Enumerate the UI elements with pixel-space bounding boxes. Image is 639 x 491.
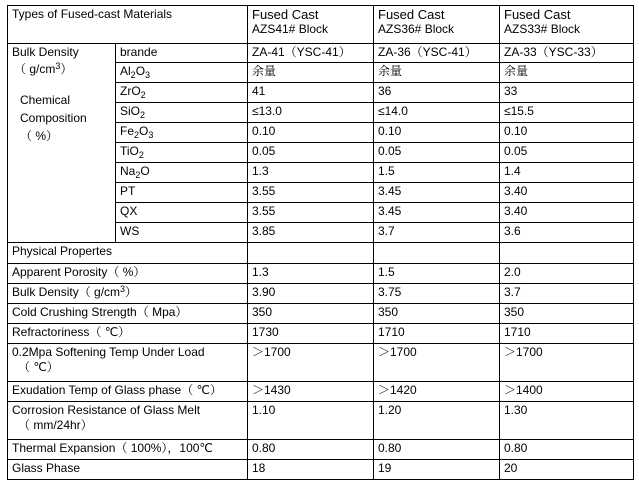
phys-label: Glass Phase [8, 460, 248, 480]
column-header-line2: AZS36# Block [378, 22, 455, 36]
chem-value: 3.55 [248, 183, 374, 203]
bulk-density-unit-sup: 3 [55, 61, 61, 71]
phys-row [8, 284, 634, 304]
phys-value: 1.5 [374, 264, 500, 284]
bulk-density-unit [12, 62, 111, 77]
chem-value: 1.5 [374, 163, 500, 183]
chem-value: 1.4 [500, 163, 634, 183]
formula-sub: 2 [134, 130, 140, 140]
phys-value: 1710 [500, 324, 634, 344]
phys-value: 1.10 [248, 402, 374, 440]
phys-label-text: Bulk Density（ g/cm [12, 285, 121, 299]
chem-value: 41 [248, 83, 374, 103]
formula-sub: 2 [135, 170, 141, 180]
column-header-line2: AZS33# Block [504, 22, 581, 36]
chem-value: 3.7 [374, 223, 500, 243]
empty-cell [500, 243, 634, 264]
phys-value: 19 [374, 460, 500, 480]
chem-value: ZA-41（YSC-41） [248, 44, 374, 63]
chem-value: ≤14.0 [374, 103, 500, 123]
chem-value: 余量 [374, 63, 500, 83]
chem-label [116, 103, 248, 123]
formula-part: O [139, 124, 149, 138]
physical-header-row [8, 243, 634, 264]
column-header-line1: Fused Cast [252, 7, 319, 22]
phys-row [8, 344, 634, 382]
header-row [8, 6, 634, 44]
phys-value: ＞1420 [374, 382, 500, 402]
phys-value: ＞1400 [500, 382, 634, 402]
chem-label [116, 83, 248, 103]
phys-value: 0.80 [248, 440, 374, 460]
phys-label: Thermal Expansion（ 100%），100℃ [8, 440, 248, 460]
phys-value: ＞1430 [248, 382, 374, 402]
column-header-line1: Fused Cast [378, 7, 445, 22]
phys-row [8, 402, 634, 440]
chemical-label: Chemical [20, 93, 71, 107]
phys-value: 350 [374, 304, 500, 324]
phys-value: 1.30 [500, 402, 634, 440]
chem-row-brande [8, 44, 634, 63]
chem-value: 33 [500, 83, 634, 103]
phys-value: 0.80 [500, 440, 634, 460]
phys-label-sup: 3 [120, 284, 126, 294]
phys-value: ＞1700 [500, 344, 634, 382]
column-header-line1: Fused Cast [504, 7, 571, 22]
phys-value: 0.80 [374, 440, 500, 460]
composition-label: Composition [20, 111, 87, 125]
phys-value: ＞1700 [374, 344, 500, 382]
chem-value: 36 [374, 83, 500, 103]
phys-row [8, 440, 634, 460]
chem-value: 1.3 [248, 163, 374, 183]
phys-value: 18 [248, 460, 374, 480]
percent-label: （ %） [20, 129, 59, 143]
phys-row [8, 460, 634, 480]
properties-table [7, 5, 634, 480]
chem-label [116, 123, 248, 143]
formula-part: Fe [120, 124, 135, 138]
phys-row [8, 382, 634, 402]
phys-value: ＞1700 [248, 344, 374, 382]
chem-label: QX [116, 203, 248, 223]
phys-row [8, 324, 634, 344]
formula-sub: 2 [130, 70, 136, 80]
formula-sub: 2 [138, 150, 144, 160]
chem-label: brande [116, 44, 248, 63]
chemical-group-label [8, 44, 116, 243]
chem-value: ≤13.0 [248, 103, 374, 123]
phys-value: 1730 [248, 324, 374, 344]
phys-label: Cold Crushing Strength（ Mpa） [8, 304, 248, 324]
chem-value: 0.05 [374, 143, 500, 163]
column-header-azs36 [374, 6, 500, 44]
chem-value: ≤15.5 [500, 103, 634, 123]
chem-label: PT [116, 183, 248, 203]
phys-label [8, 344, 248, 382]
phys-label: Refractoriness（ ℃） [8, 324, 248, 344]
formula-sub: 3 [148, 130, 154, 140]
formula-part: ZrO [120, 84, 141, 98]
formula-part: SiO [120, 104, 141, 118]
chem-value: 3.55 [248, 203, 374, 223]
chem-label: WS [116, 223, 248, 243]
formula-sub: 2 [140, 110, 146, 120]
formula-part: Al [120, 64, 131, 78]
column-header-azs33 [500, 6, 634, 44]
phys-value: 20 [500, 460, 634, 480]
phys-value: 1.3 [248, 264, 374, 284]
bulk-density-unit-text: （ g/cm [14, 62, 56, 76]
chem-value: 余量 [500, 63, 634, 83]
chem-value: 3.45 [374, 183, 500, 203]
chem-value: 余量 [248, 63, 374, 83]
phys-label-line1: 0.2Mpa Softening Temp Under Load [12, 345, 205, 359]
chem-value: 0.10 [248, 123, 374, 143]
bulk-density-unit-close: ） [60, 62, 73, 76]
phys-value: 2.0 [500, 264, 634, 284]
phys-label [8, 284, 248, 304]
chem-value: 3.6 [500, 223, 634, 243]
physical-header: Physical Propertes [8, 243, 248, 264]
formula-part: O [140, 164, 150, 178]
phys-value: 3.75 [374, 284, 500, 304]
empty-cell [248, 243, 374, 264]
phys-row [8, 304, 634, 324]
chem-value: ZA-33（YSC-33） [500, 44, 634, 63]
bulk-density-label: Bulk Density [12, 45, 79, 59]
header-title: Types of Fused-cast Materials [8, 6, 248, 44]
phys-label: Apparent Porosity（ %） [8, 264, 248, 284]
chem-label [116, 163, 248, 183]
chem-label [116, 143, 248, 163]
phys-label [8, 402, 248, 440]
chem-value: 3.85 [248, 223, 374, 243]
phys-value: 3.7 [500, 284, 634, 304]
phys-label-line2: （ mm/24hr） [18, 418, 93, 432]
chem-value: 3.40 [500, 183, 634, 203]
phys-value: 350 [500, 304, 634, 324]
phys-value: 1.20 [374, 402, 500, 440]
phys-label-line2: （ ℃） [18, 360, 59, 374]
phys-label: Exudation Temp of Glass phase（ ℃） [8, 382, 248, 402]
phys-label-line1: Corrosion Resistance of Glass Melt [12, 403, 201, 417]
chem-value: 3.40 [500, 203, 634, 223]
column-header-azs41 [248, 6, 374, 44]
chem-value: 0.10 [374, 123, 500, 143]
chem-value: ZA-36（YSC-41） [374, 44, 500, 63]
chem-value: 0.10 [500, 123, 634, 143]
phys-label-close: ） [125, 285, 138, 299]
formula-part: Na [120, 164, 136, 178]
phys-value: 350 [248, 304, 374, 324]
formula-sub: 2 [140, 90, 146, 100]
chem-value: 0.05 [500, 143, 634, 163]
formula-part: TiO [120, 144, 139, 158]
chem-label [116, 63, 248, 83]
formula-sub: 3 [145, 70, 151, 80]
phys-value: 1710 [374, 324, 500, 344]
phys-value: 3.90 [248, 284, 374, 304]
chem-value: 0.05 [248, 143, 374, 163]
empty-cell [374, 243, 500, 264]
formula-part: O [135, 64, 146, 78]
column-header-line2: AZS41# Block [252, 22, 329, 36]
chem-value: 3.45 [374, 203, 500, 223]
phys-row [8, 264, 634, 284]
